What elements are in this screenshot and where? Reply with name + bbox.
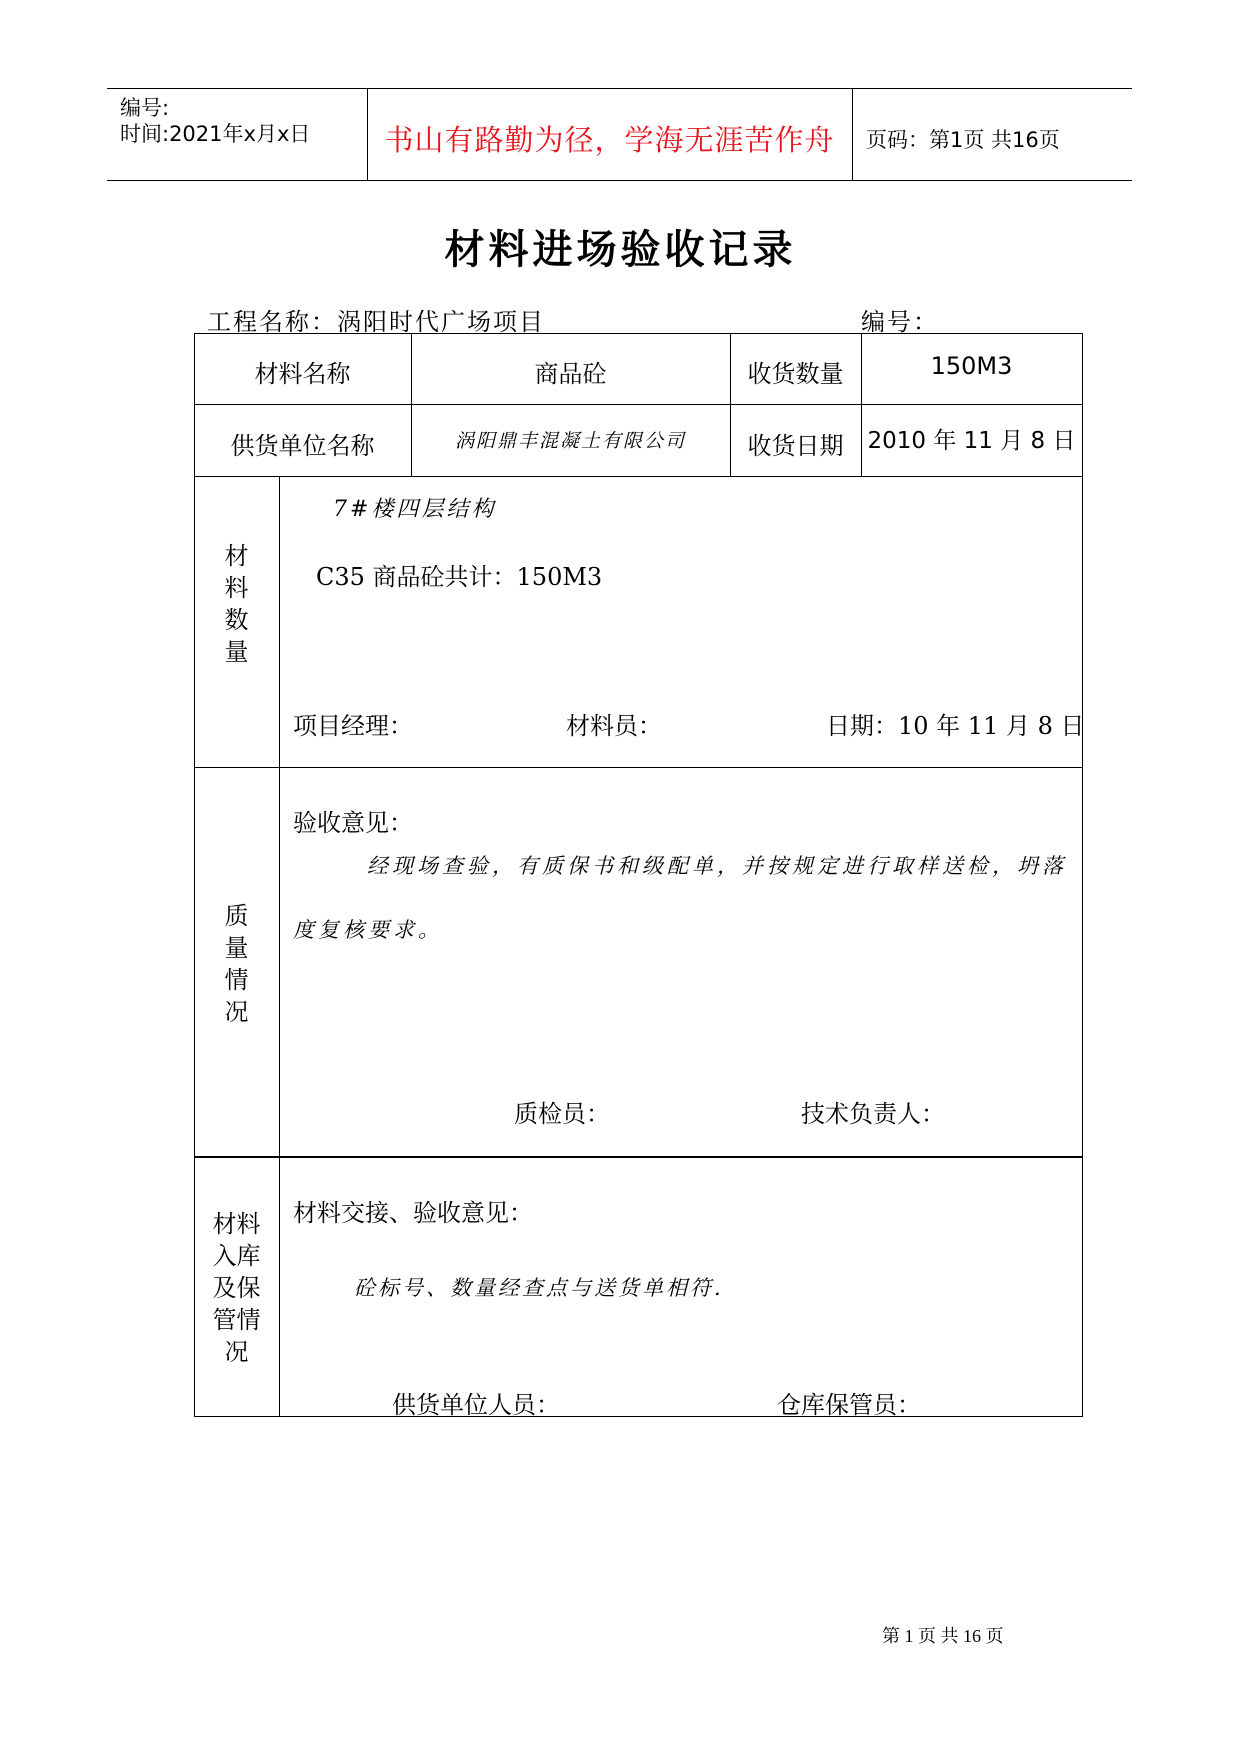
supplier-value: 涡阳鼎丰混凝土有限公司 <box>454 430 686 452</box>
material-staff-label: 材料员： <box>566 712 662 740</box>
quantity-date: 日期：10 年 11 月 8 日 <box>826 712 1085 740</box>
supplier-label: 供货单位名称 <box>230 432 375 460</box>
material-name-label: 材料名称 <box>254 360 351 388</box>
row-sep-4 <box>194 1156 1083 1158</box>
table-border-top <box>194 333 1083 334</box>
received-date-value: 2010 年 11 月 8 日 <box>867 428 1076 454</box>
header-motto: 书山有路勤为径，学海无涯苦作舟 <box>384 123 835 157</box>
project-number-label: 编号： <box>861 308 939 336</box>
quantity-section-label <box>194 540 279 668</box>
received-qty-value: 150M3 <box>930 352 1013 380</box>
table-border-right <box>1082 333 1083 1416</box>
header-divider-right <box>852 88 853 180</box>
quality-opinion-line1: 经现场查验，有质保书和级配单，并按规定进行取样送检，坍落 <box>367 854 1067 878</box>
tech-lead-label: 技术负责人： <box>801 1100 945 1128</box>
handover-text: 砼标号、数量经查点与送货单相符. <box>354 1276 724 1300</box>
supplier-staff-label: 供货单位人员： <box>392 1391 560 1419</box>
project-manager-label: 项目经理： <box>293 712 413 740</box>
quality-opinion-label: 验收意见： <box>293 809 413 837</box>
table-border-bottom <box>194 1416 1083 1417</box>
header-number-label: 编号: <box>120 96 170 120</box>
row-sep-2 <box>194 476 1083 477</box>
quantity-line1: 7#楼四层结构 <box>333 497 497 522</box>
col-sep-label <box>279 476 280 1416</box>
quality-section-label <box>194 900 279 1028</box>
header-bottom-rule <box>107 180 1132 181</box>
inspector-label: 质检员： <box>514 1100 610 1128</box>
footer-page-number: 第 1 页 共 16 页 <box>882 1626 1004 1646</box>
handover-label: 材料交接、验收意见： <box>293 1199 533 1227</box>
quality-opinion-line2: 度复核要求。 <box>293 918 443 942</box>
quantity-section-label-text: 材料数量 <box>224 542 249 666</box>
header-top-rule <box>107 88 1132 89</box>
header-time-label: 时间:2021年x月x日 <box>120 122 311 146</box>
received-qty-label: 收货数量 <box>747 360 844 388</box>
storage-section-label-text: 材料入库及保管情况 <box>212 1210 261 1366</box>
received-date-label: 收货日期 <box>747 432 844 460</box>
project-name: 工程名称：涡阳时代广场项目 <box>207 308 545 336</box>
warehouse-keeper-label: 仓库保管员： <box>777 1391 921 1419</box>
storage-section-label <box>194 1208 279 1368</box>
row-sep-1 <box>194 404 1083 405</box>
material-name-value: 商品砼 <box>534 360 607 388</box>
header-page-code: 页码：第1页 共16页 <box>866 128 1060 152</box>
page-title: 材料进场验收记录 <box>444 226 797 273</box>
quantity-line2: C35 商品砼共计：150M3 <box>316 563 603 591</box>
row-sep-3 <box>194 767 1083 768</box>
quality-section-label-text: 质量情况 <box>224 902 249 1026</box>
